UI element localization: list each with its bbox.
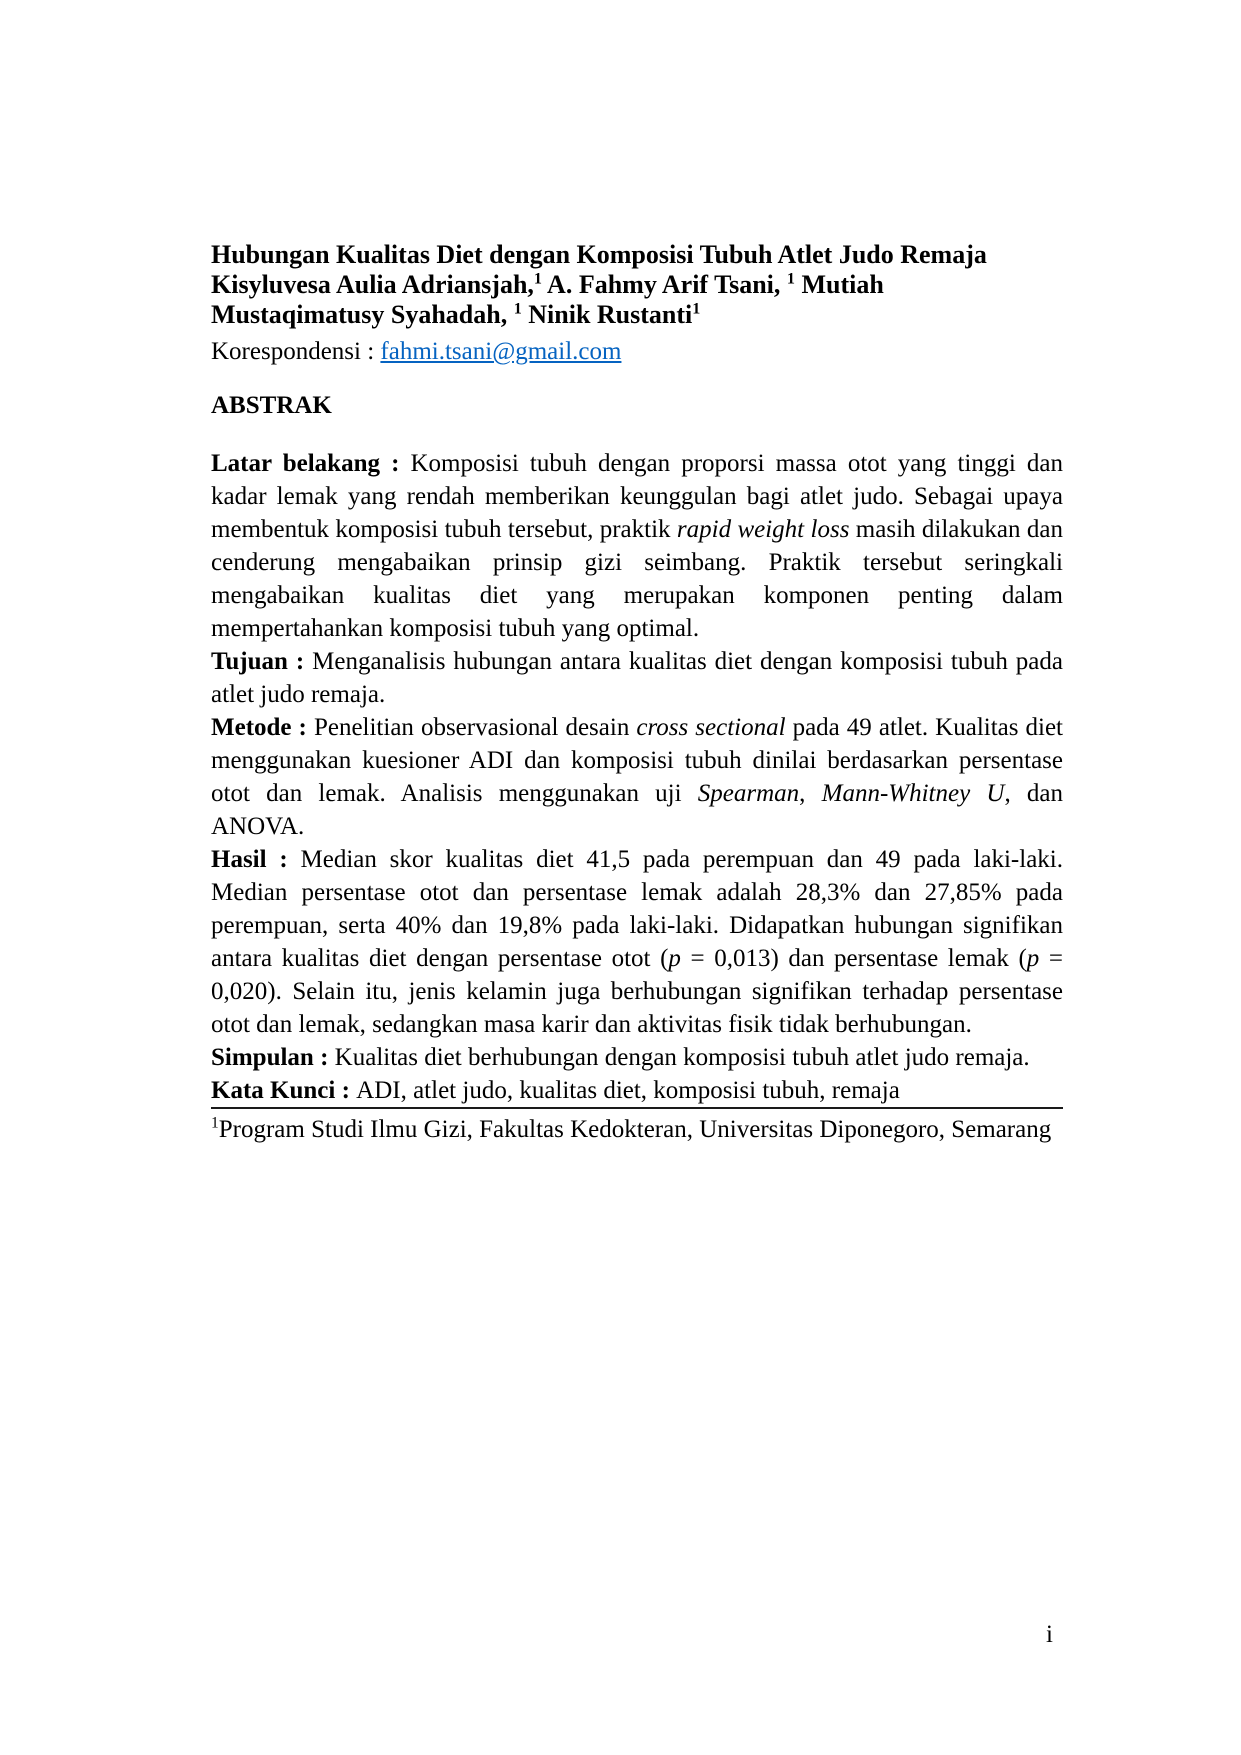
abstract-paragraph-tujuan: Tujuan : Menganalisis hubungan antara kualitas diet dengan komposisi tubuh pada atlet judo remaja. — [211, 648, 1063, 708]
authors-line: Kisyluvesa Aulia Adriansjah,$^1$ A. Fahmy Arif Tsani, $^1$ Mutiah Mustaqimatusy Syahadah, $^1$ Ninik Rustanti$^1$ — [211, 270, 884, 329]
footnote-affiliation: $^1$Program Studi Ilmu Gizi, Fakultas Kedokteran, Universitas Diponegoro, Semarang — [211, 1114, 1052, 1143]
paper-title: Hubungan Kualitas Diet dengan Komposisi Tubuh Atlet Judo Remaja — [211, 240, 987, 269]
footnote-divider — [211, 1107, 1063, 1109]
abstract-paragraph-hasil: Hasil : Median skor kualitas diet 41,5 pada perempuan dan 49 pada laki-laki. Median persentase otot dan persentase lemak adalah 28,3% dan 27,85% pada perempuan, serta 40% dan 19,8% pada laki-laki. Didapatkan hubungan signifikan antara kualitas diet dengan persentase otot (p = 0,013) dan persentase lemak (p = 0,020). Selain itu, jenis kelamin juga berhubungan signifikan terhadap persentase otot dan lemak, sedangkan masa karir dan aktivitas fisik tidak berhubungan. — [211, 846, 1063, 1038]
abstract-body — [211, 447, 1063, 1107]
abstract-paragraph-metode: Metode : Penelitian observasional desain cross sectional pada 49 atlet. Kualitas diet menggunakan kuesioner ADI dan komposisi tubuh dinilai berdasarkan persentase otot dan lemak. Analisis menggunakan uji Spearman, Mann-Whitney U, dan ANOVA. — [211, 714, 1064, 840]
correspondence-label: Korespondensi : — [211, 338, 381, 365]
abstract-heading: ABSTRAK — [211, 392, 332, 419]
page-content — [211, 240, 1063, 1146]
abstract-paragraph-simpulan: Simpulan : Kualitas diet berhubungan dengan komposisi tubuh atlet judo remaja. — [211, 1044, 1030, 1071]
page-number: i — [1046, 1621, 1053, 1648]
correspondence-line — [211, 337, 1063, 367]
abstract-paragraph-latar-belakang: Latar belakang : Komposisi tubuh dengan proporsi massa otot yang tinggi dan kadar lemak yang rendah memberikan keunggulan bagi atlet judo. Sebagai upaya membentuk komposisi tubuh tersebut, praktik rapid weight loss masih dilakukan dan cenderung mengabaikan prinsip gizi seimbang. Praktik tersebut seringkali mengabaikan kualitas diet yang merupakan komponen penting dalam mempertahankan komposisi tubuh yang optimal. — [211, 450, 1063, 642]
correspondence-email-link[interactable]: fahmi.tsani@gmail.com — [380, 338, 622, 365]
abstract-paragraph-kata-kunci: Kata Kunci : ADI, atlet judo, kualitas diet, komposisi tubuh, remaja — [211, 1077, 900, 1104]
